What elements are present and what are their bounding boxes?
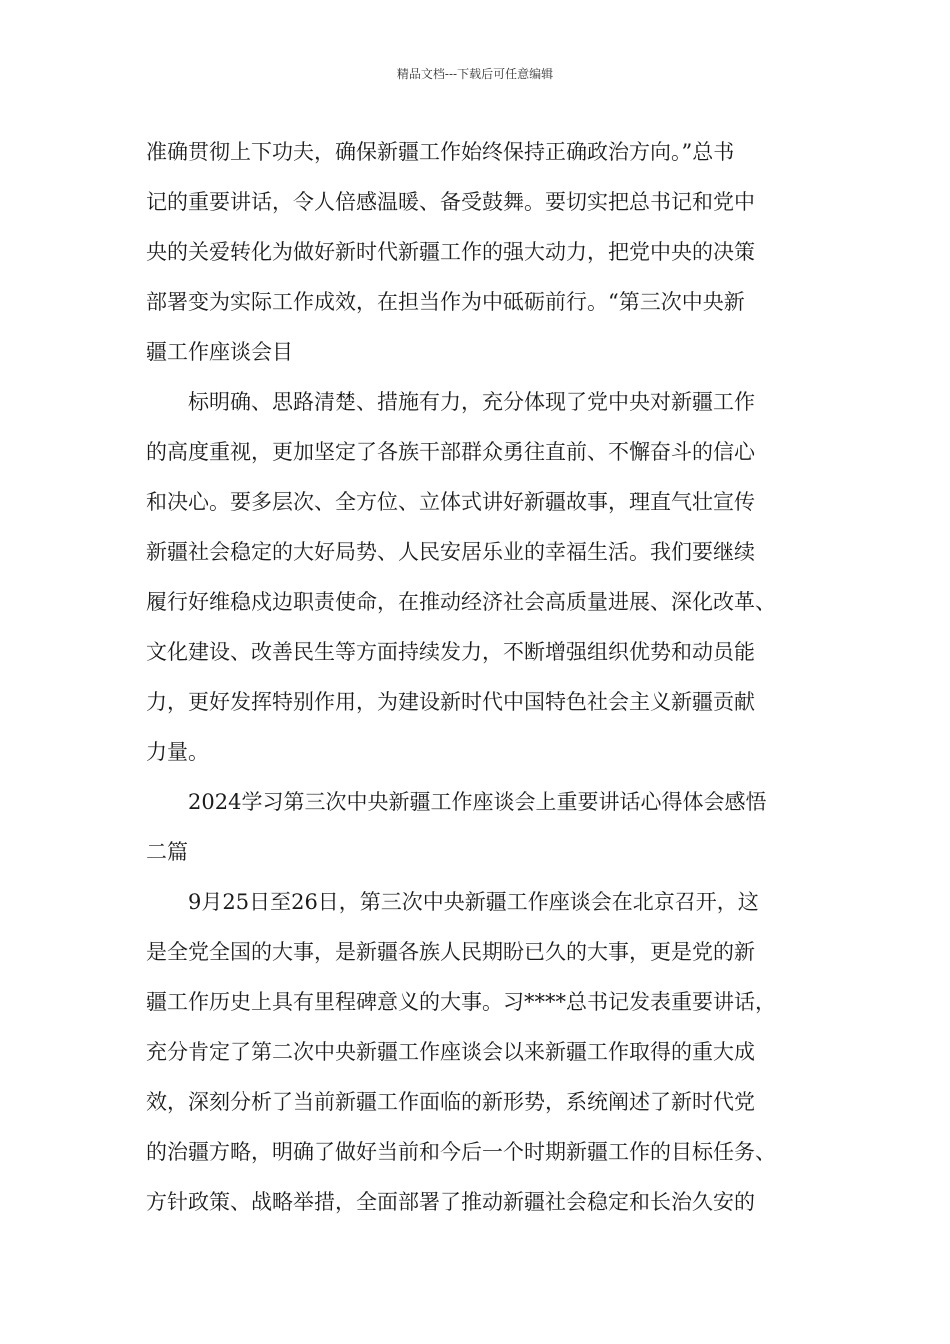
text-line: 和决心。要多层次、全方位、立体式讲好新疆故事，理直气壮宣传 bbox=[146, 490, 755, 514]
text-line: 方针政策、战略举措，全面部署了推动新疆社会稳定和长治久安的 bbox=[146, 1190, 755, 1214]
text-line: 记的重要讲话，令人倍感温暖、备受鼓舞。要切实把总书记和党中 bbox=[146, 190, 755, 214]
text-line: 二篇 bbox=[146, 840, 188, 864]
text-line: 是全党全国的大事，是新疆各族人民期盼已久的大事，更是党的新 bbox=[146, 940, 755, 964]
text-line: 2024学习第三次中央新疆工作座谈会上重要讲话心得体会感悟 bbox=[188, 790, 767, 814]
text-line: 力量。 bbox=[146, 740, 209, 764]
text-line: 标明确、思路清楚、措施有力，充分体现了党中央对新疆工作 bbox=[188, 390, 755, 414]
text-line: 的治疆方略，明确了做好当前和今后一个时期新疆工作的目标任务、 bbox=[146, 1140, 776, 1164]
text-line: 新疆社会稳定的大好局势、人民安居乐业的幸福生活。我们要继续 bbox=[146, 540, 755, 564]
text-line: 央的关爱转化为做好新时代新疆工作的强大动力，把党中央的决策 bbox=[146, 240, 755, 264]
text-line: 履行好维稳戍边职责使命，在推动经济社会高质量进展、深化改革、 bbox=[146, 590, 776, 614]
text-line: 充分肯定了第二次中央新疆工作座谈会以来新疆工作取得的重大成 bbox=[146, 1040, 755, 1064]
text-line: 疆工作历史上具有里程碑意义的大事。习****总书记发表重要讲话， bbox=[146, 990, 776, 1014]
document-body bbox=[146, 134, 806, 1234]
text-line: 9月25日至26日，第三次中央新疆工作座谈会在北京召开，这 bbox=[188, 890, 759, 914]
page-header: 精品文档---下载后可任意编辑 bbox=[396, 67, 554, 81]
text-line: 效，深刻分析了当前新疆工作面临的新形势，系统阐述了新时代党 bbox=[146, 1090, 755, 1114]
text-line: 疆工作座谈会目 bbox=[146, 340, 293, 364]
text-line: 力，更好发挥特别作用，为建设新时代中国特色社会主义新疆贡献 bbox=[146, 690, 755, 714]
text-line: 准确贯彻上下功夫，确保新疆工作始终保持正确政治方向。”总书 bbox=[146, 140, 735, 164]
text-line: 的高度重视，更加坚定了各族干部群众勇往直前、不懈奋斗的信心 bbox=[146, 440, 755, 464]
text-line: 部署变为实际工作成效，在担当作为中砥砺前行。“第三次中央新 bbox=[146, 290, 745, 314]
text-line: 文化建设、改善民生等方面持续发力，不断增强组织优势和动员能 bbox=[146, 640, 755, 664]
